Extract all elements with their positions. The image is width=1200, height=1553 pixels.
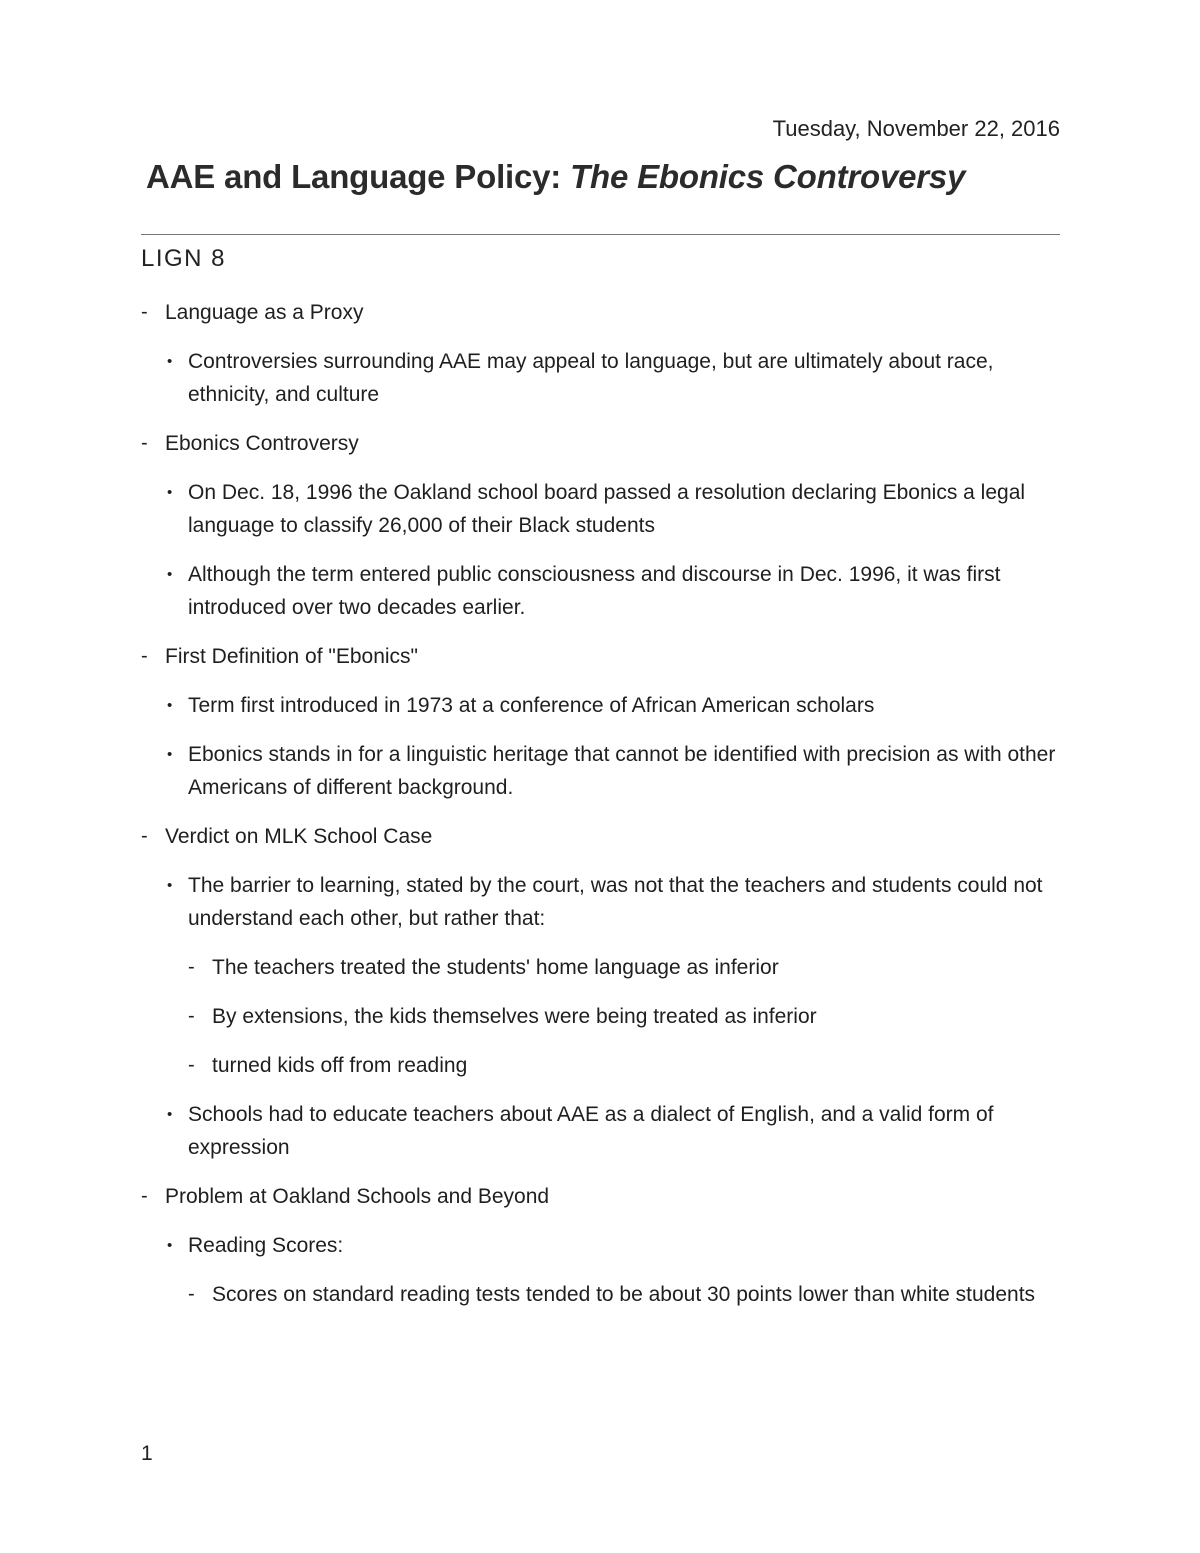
- sub-item-text: Scores on standard reading tests tended to be about 30 points lower than white students: [212, 1283, 1036, 1306]
- bullet-item: [141, 345, 1061, 411]
- bullet-text: Term first introduced in 1973 at a conference of African American scholars: [188, 694, 875, 717]
- bullet-text: The barrier to learning, stated by the court, was not that the teachers and students could not understand each other, but rather that:: [188, 874, 1043, 930]
- bullet-item: [141, 558, 1061, 624]
- dash-marker: -: [141, 825, 148, 847]
- sub-item: [141, 951, 1061, 984]
- dash-marker: -: [141, 645, 148, 667]
- dash-marker: -: [188, 1054, 195, 1076]
- sub-item: [141, 1000, 1061, 1033]
- bullet-text: Reading Scores:: [188, 1234, 344, 1257]
- title-italic: The Ebonics Controversy: [570, 158, 966, 195]
- section-heading-text: Problem at Oakland Schools and Beyond: [165, 1185, 550, 1208]
- section-heading: [141, 640, 1061, 673]
- bullet-marker: •: [167, 746, 173, 763]
- document-date: Tuesday, November 22, 2016: [772, 116, 1060, 141]
- section-heading: [141, 1180, 1061, 1213]
- dash-marker: -: [141, 1185, 148, 1207]
- bullet-item: [141, 689, 1061, 722]
- section-heading: [141, 820, 1061, 853]
- sub-item-text: The teachers treated the students' home language as inferior: [212, 956, 779, 979]
- section-heading: [141, 427, 1061, 460]
- dash-marker: -: [188, 956, 195, 978]
- section-heading-text: Ebonics Controversy: [165, 432, 359, 455]
- bullet-text: Although the term entered public consciousness and discourse in Dec. 1996, it was first introduced over two decades earlier.: [188, 563, 1001, 619]
- bullet-marker: •: [167, 877, 173, 894]
- bullet-marker: •: [167, 353, 173, 370]
- bullet-marker: •: [167, 1237, 173, 1254]
- bullet-marker: •: [167, 566, 173, 583]
- page-number: 1: [141, 1442, 153, 1465]
- section-heading: [141, 296, 1061, 329]
- course-code: LIGN 8: [141, 245, 227, 272]
- dash-marker: -: [141, 301, 148, 323]
- bullet-text: Schools had to educate teachers about AAE as a dialect of English, and a valid form of expression: [188, 1103, 994, 1159]
- sub-item-text: By extensions, the kids themselves were being treated as inferior: [212, 1005, 817, 1028]
- bullet-item: [141, 1098, 1061, 1164]
- title-divider: [141, 234, 1060, 235]
- bullet-item: [141, 476, 1061, 542]
- section-heading-text: Language as a Proxy: [165, 301, 364, 324]
- document-title: [146, 158, 965, 196]
- bullet-marker: •: [167, 697, 173, 714]
- section-heading-text: First Definition of "Ebonics": [165, 645, 419, 668]
- dash-marker: -: [188, 1005, 195, 1027]
- dash-marker: -: [141, 432, 148, 454]
- bullet-text: Ebonics stands in for a linguistic heritage that cannot be identified with precision as with other Americans of different background.: [188, 743, 1056, 799]
- dash-marker: -: [188, 1283, 195, 1305]
- bullet-item: [141, 1229, 1061, 1262]
- sub-item-text: turned kids off from reading: [212, 1054, 468, 1077]
- section-heading-text: Verdict on MLK School Case: [165, 825, 433, 848]
- sub-item: [141, 1278, 1061, 1311]
- bullet-item: [141, 869, 1061, 935]
- notes-outline: [141, 296, 1061, 1327]
- bullet-marker: •: [167, 484, 173, 501]
- bullet-item: [141, 738, 1061, 804]
- bullet-marker: •: [167, 1106, 173, 1123]
- bullet-text: On Dec. 18, 1996 the Oakland school board passed a resolution declaring Ebonics a legal language to classify 26,000 of their Black students: [188, 481, 1026, 537]
- title-main: AAE and Language Policy:: [146, 158, 571, 195]
- sub-item: [141, 1049, 1061, 1082]
- bullet-text: Controversies surrounding AAE may appeal to language, but are ultimately about race, ethnicity, and culture: [188, 350, 994, 406]
